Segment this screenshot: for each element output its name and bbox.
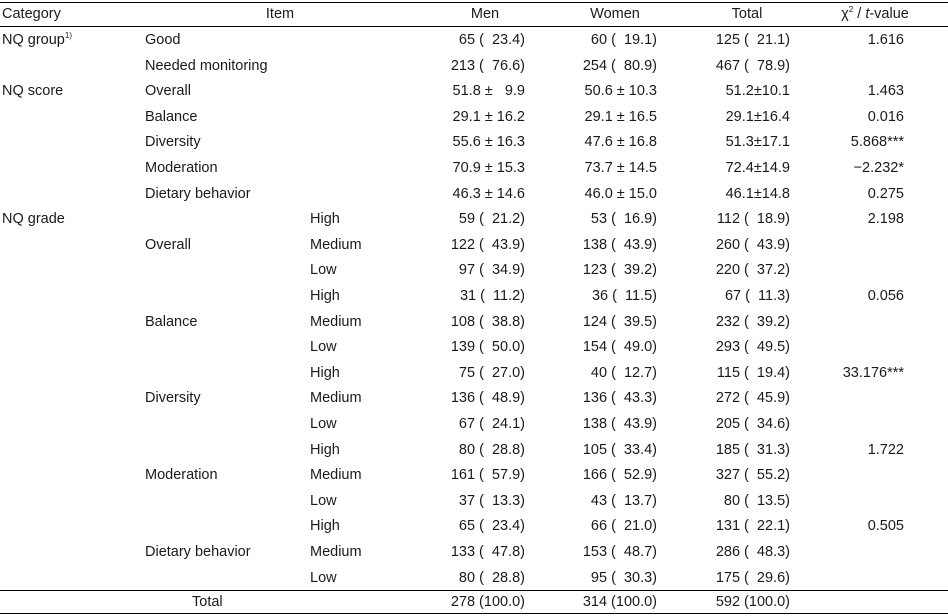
row-level: High: [310, 211, 340, 228]
row-men: 65 ( 23.4): [458, 32, 525, 48]
row-total: 112 ( 18.9): [716, 211, 790, 228]
row-total: 80 ( 13.5): [723, 492, 790, 509]
row-category: NQ grade: [2, 211, 65, 228]
row-total: 72.4±14.9: [725, 160, 790, 176]
row-statistic: 5.868***: [850, 134, 904, 151]
row-men: 80 ( 28.8): [458, 569, 525, 586]
stat-value-suffix: -value: [869, 6, 909, 22]
row-women: 43 ( 13.7): [590, 492, 657, 509]
row-men: 55.6 ± 16.3: [452, 134, 525, 151]
row-category: NQ group$^{1)}$: [2, 31, 72, 48]
row-women: 40 ( 12.7): [590, 364, 657, 381]
header-statistic: [800, 4, 948, 24]
row-level: High: [310, 288, 340, 304]
row-men: 46.3 ± 14.6: [452, 185, 525, 202]
row-total: 467 ( 78.9): [715, 57, 790, 74]
row-item: Balance: [145, 313, 198, 330]
row-men: 213 ( 76.6): [450, 57, 525, 74]
row-item: Overall: [145, 236, 191, 253]
row-item: Good: [145, 32, 181, 48]
row-men: 97 ( 34.9): [458, 262, 525, 279]
row-total: 175 ( 29.6): [715, 569, 790, 586]
row-statistic: 0.275: [867, 185, 904, 202]
row-statistic: 1.722: [867, 441, 904, 458]
row-total: 185 ( 31.3): [715, 441, 790, 458]
row-women: 46.0 ± 15.0: [584, 185, 657, 202]
row-total: 125 ( 21.1): [715, 32, 790, 48]
row-statistic: 1.616: [867, 32, 904, 48]
row-statistic: 0.056: [867, 288, 904, 304]
header-total: Total: [731, 6, 763, 22]
row-women: 105 ( 33.4): [582, 441, 657, 458]
row-level: Medium: [310, 236, 362, 253]
row-level: Low: [310, 339, 337, 356]
row-women: 66 ( 21.0): [590, 518, 657, 535]
row-level: Low: [310, 492, 337, 509]
t-symbol: t: [865, 6, 870, 22]
header-women: Women: [590, 6, 640, 22]
footer-total-men: 278 (100.0): [450, 594, 525, 610]
row-men: 122 ( 43.9): [450, 236, 525, 253]
row-total: 260 ( 43.9): [715, 236, 790, 253]
row-item: Balance: [145, 108, 198, 125]
total-top-rule: [0, 590, 948, 591]
row-total: 131 ( 22.1): [715, 518, 790, 535]
row-men: 136 ( 48.9): [450, 390, 525, 407]
row-women: 50.6 ± 10.3: [584, 83, 657, 100]
row-women: 153 ( 48.7): [582, 544, 657, 560]
row-item: Dietary behavior: [145, 544, 251, 560]
row-total: 286 ( 48.3): [715, 544, 790, 560]
row-men: 70.9 ± 15.3: [452, 160, 525, 176]
row-item: Moderation: [145, 160, 218, 176]
row-category: NQ score: [2, 83, 64, 100]
row-level: Medium: [310, 544, 362, 560]
row-women: 154 ( 49.0): [582, 339, 657, 356]
row-item: Dietary behavior: [145, 185, 251, 202]
row-total: 51.3±17.1: [725, 134, 790, 151]
stat-slash: /: [853, 6, 866, 22]
row-men: 139 ( 50.0): [450, 339, 525, 356]
row-statistic: 0.016: [867, 108, 904, 125]
row-level: Medium: [310, 467, 362, 484]
row-men: 75 ( 27.0): [458, 364, 525, 381]
row-item: Needed monitoring: [145, 57, 268, 74]
chi-exponent: 2: [848, 5, 854, 14]
row-men: 161 ( 57.9): [450, 467, 525, 484]
row-women: 29.1 ± 16.5: [584, 108, 657, 125]
row-men: 59 ( 21.2): [458, 211, 525, 228]
row-level: Medium: [310, 390, 362, 407]
row-statistic: 2.198: [867, 211, 904, 228]
row-item: Diversity: [145, 390, 201, 407]
chi-symbol: χ: [841, 6, 849, 22]
row-men: 67 ( 24.1): [458, 416, 525, 432]
header-item: Item: [265, 6, 295, 22]
row-total: 327 ( 55.2): [715, 467, 790, 484]
row-women: 36 ( 11.5): [591, 288, 657, 304]
bottom-rule: [0, 613, 948, 614]
row-women: 166 ( 52.9): [582, 467, 657, 484]
footer-total-total: 592 (100.0): [715, 594, 790, 610]
row-total: 115 ( 19.4): [716, 364, 790, 381]
top-rule: [0, 2, 948, 3]
row-women: 124 ( 39.5): [582, 313, 657, 330]
footer-total-women: 314 (100.0): [582, 594, 657, 610]
row-women: 254 ( 80.9): [582, 57, 657, 74]
footer-total-label: Total: [192, 594, 223, 610]
row-total: 272 ( 45.9): [715, 390, 790, 407]
row-item: Moderation: [145, 467, 218, 484]
row-men: 80 ( 28.8): [458, 441, 525, 458]
row-men: 108 ( 38.8): [450, 313, 525, 330]
row-level: High: [310, 364, 340, 381]
row-level: Medium: [310, 313, 362, 330]
row-item: Overall: [145, 83, 191, 100]
row-men: 65 ( 23.4): [458, 518, 525, 535]
header-men: Men: [470, 6, 500, 22]
row-women: 136 ( 43.3): [582, 390, 657, 407]
row-men: 31 ( 11.2): [459, 288, 525, 304]
row-statistic: −2.232*: [853, 160, 904, 176]
row-men: 37 ( 13.3): [458, 492, 525, 509]
row-women: 53 ( 16.9): [590, 211, 657, 228]
header-category: Category: [2, 6, 61, 22]
row-total: 205 ( 34.6): [715, 416, 790, 432]
row-total: 232 ( 39.2): [715, 313, 790, 330]
row-women: 138 ( 43.9): [582, 416, 657, 432]
row-item: Diversity: [145, 134, 201, 151]
row-total: 29.1±16.4: [725, 108, 790, 125]
row-statistic: 33.176***: [842, 364, 904, 381]
row-men: 29.1 ± 16.2: [452, 108, 525, 125]
row-total: 67 ( 11.3): [724, 288, 790, 304]
row-total: 46.1±14.8: [725, 185, 790, 202]
row-women: 123 ( 39.2): [582, 262, 657, 279]
row-statistic: 1.463: [867, 83, 904, 100]
row-women: 47.6 ± 16.8: [584, 134, 657, 151]
row-total: 51.2±10.1: [725, 83, 790, 100]
row-women: 60 ( 19.1): [590, 32, 657, 48]
row-level: High: [310, 441, 340, 458]
row-total: 220 ( 37.2): [715, 262, 790, 279]
footnote-marker: 1): [64, 31, 72, 40]
row-statistic: 0.505: [867, 518, 904, 535]
row-total: 293 ( 49.5): [715, 339, 790, 356]
row-level: Low: [310, 569, 337, 586]
header-rule: [0, 26, 948, 27]
row-level: Low: [310, 262, 337, 279]
row-women: 138 ( 43.9): [582, 236, 657, 253]
row-level: High: [310, 518, 340, 535]
row-women: 95 ( 30.3): [590, 569, 657, 586]
row-level: Low: [310, 416, 337, 432]
row-men: 51.8 ± 9.9: [452, 83, 525, 100]
row-women: 73.7 ± 14.5: [584, 160, 657, 176]
row-men: 133 ( 47.8): [450, 544, 525, 560]
